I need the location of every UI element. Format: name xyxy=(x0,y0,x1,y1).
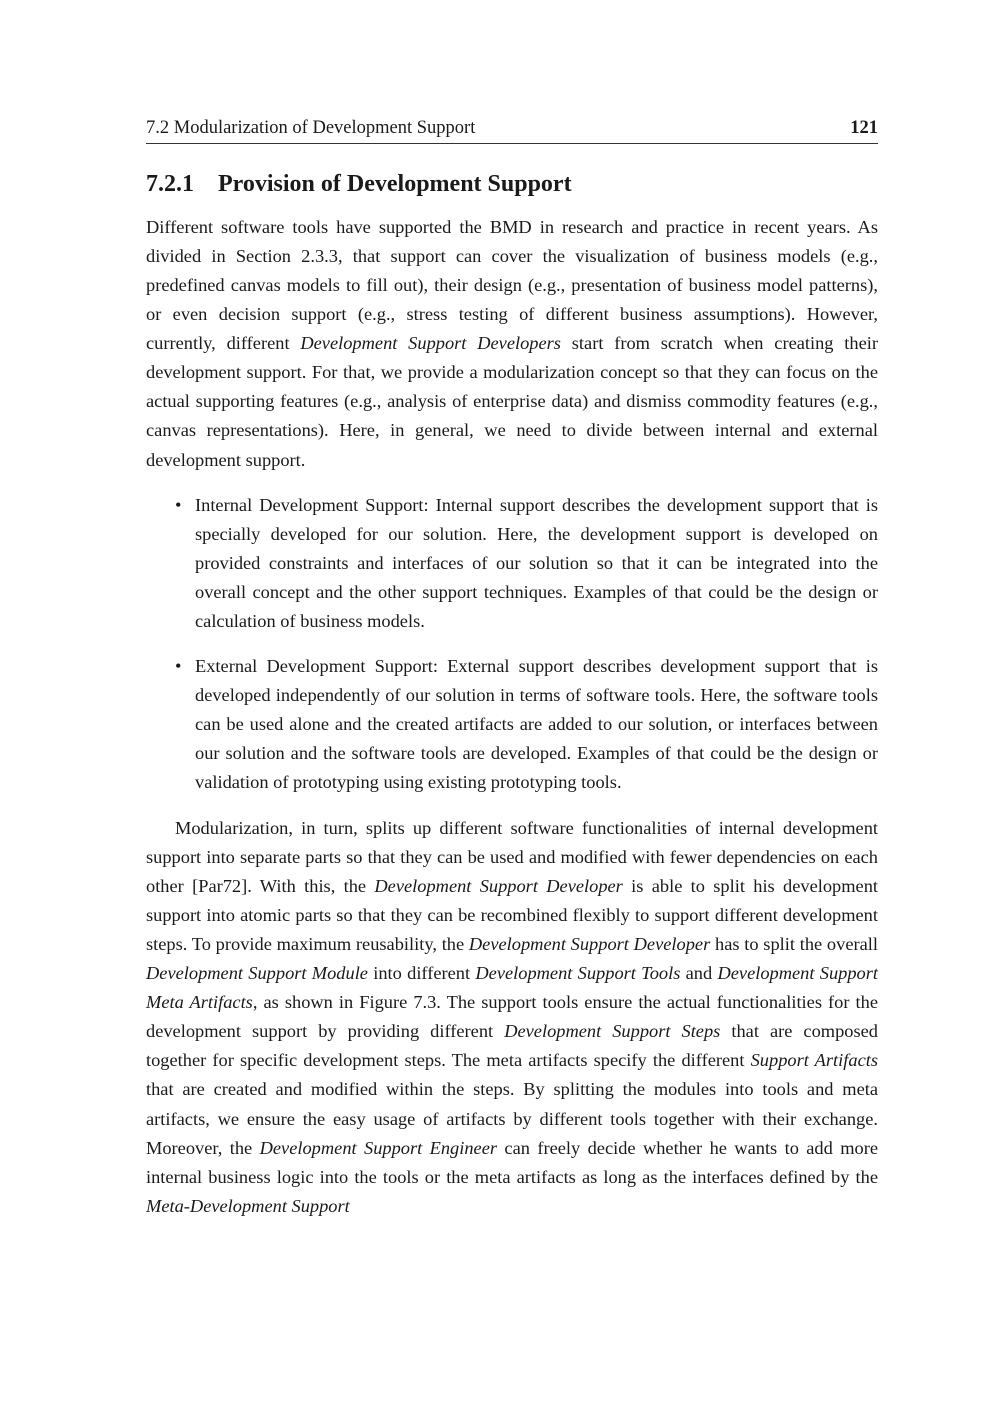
italic-term: Development Support Developer xyxy=(468,933,711,954)
text-run: that are created and modified within the steps. By splitting the modules into tools and meta artifacts, we ensure the easy usage of artifacts by different tools together with their exchange. Moreover, the xyxy=(146,1079,878,1158)
section-number: 7.2.1 xyxy=(146,171,194,197)
bullet-list xyxy=(146,491,878,798)
text-run: is able to split his development support into atomic parts so that they can be recombined flexibly to support different development steps. To provide maximum reusability, the xyxy=(146,875,879,954)
italic-term: Development Support Engineer xyxy=(259,1137,498,1158)
running-title: 7.2 Modularization of Development Support xyxy=(146,118,476,138)
text-run: Modularization, in turn, splits up different software functionalities of internal development support into separate parts so that they can be used and modified with fewer dependencies on each other [Par72]. With this, the xyxy=(146,817,878,896)
bullet-text: Internal Development Support: Internal support describes the development support that is specially developed for our solution. Here, the development support is developed on provided constraints and interfaces of our solution so that it can be integrated into the overall concept and the other support techniques. Examples of that could be the design or calculation of business models. xyxy=(195,494,878,632)
section-heading xyxy=(146,170,878,199)
text-run: start from scratch when creating their development support. For that, we provide a modularization concept so that they can focus on the actual supporting features (e.g., analysis of enterprise data) and dismiss commodity features (e.g., canvas representations). Here, in general, we need to divide between internal and external development support. xyxy=(146,333,878,470)
section-title: Provision of Development Support xyxy=(218,171,572,197)
text-run: into different xyxy=(367,963,476,984)
bullet-icon: • xyxy=(175,656,182,677)
italic-term: Support Artifacts xyxy=(750,1050,879,1071)
page-number: 121 xyxy=(850,118,878,138)
italic-term: Development Support Tools xyxy=(475,963,681,984)
text-run: , as shown in Figure 7.3. The support tools ensure the actual functionalities for the development support by providing different xyxy=(146,992,878,1042)
bullet-item xyxy=(146,491,878,636)
bullet-item xyxy=(146,652,878,797)
paragraph-intro xyxy=(146,213,878,475)
italic-term: Development Support Steps xyxy=(504,1021,721,1042)
italic-term: Development Support Module xyxy=(146,963,368,984)
bullet-icon: • xyxy=(175,494,182,515)
text-run: can freely decide whether he wants to add more internal business logic into the tools or the meta artifacts as long as the interfaces defined by the xyxy=(146,1137,878,1187)
text-run: that are composed together for specific development steps. The meta artifacts specify the different xyxy=(146,1021,879,1071)
document-page xyxy=(146,118,878,1221)
italic-term: Development Support Developers xyxy=(300,333,561,354)
italic-term: Development Support Meta Artifacts xyxy=(146,963,878,1013)
italic-term: Meta-Development Support xyxy=(146,1195,350,1216)
text-run: has to split the overall xyxy=(710,933,878,954)
bullet-text: External Development Support: External support describes development support that is developed independently of our solution in terms of software tools. Here, the software tools can be used alone and the created artifacts are added to our solution, or interfaces between our solution and the software tools are developed. Examples of that could be the design or validation of prototyping using existing prototyping tools. xyxy=(195,656,878,793)
text-run: and xyxy=(680,963,718,984)
text-run: Different software tools have supported the BMD in research and practice in recent years. As divided in Section 2.3.3, that support can cover the visualization of business models (e.g., predefined canvas models to fill out), their design (e.g., presentation of business model patterns), or even decision support (e.g., stress testing of different business assumptions). However, currently, different xyxy=(146,216,878,354)
paragraph-modularization xyxy=(146,814,878,1221)
running-header xyxy=(146,118,878,144)
italic-term: Development Support Developer xyxy=(374,875,623,896)
